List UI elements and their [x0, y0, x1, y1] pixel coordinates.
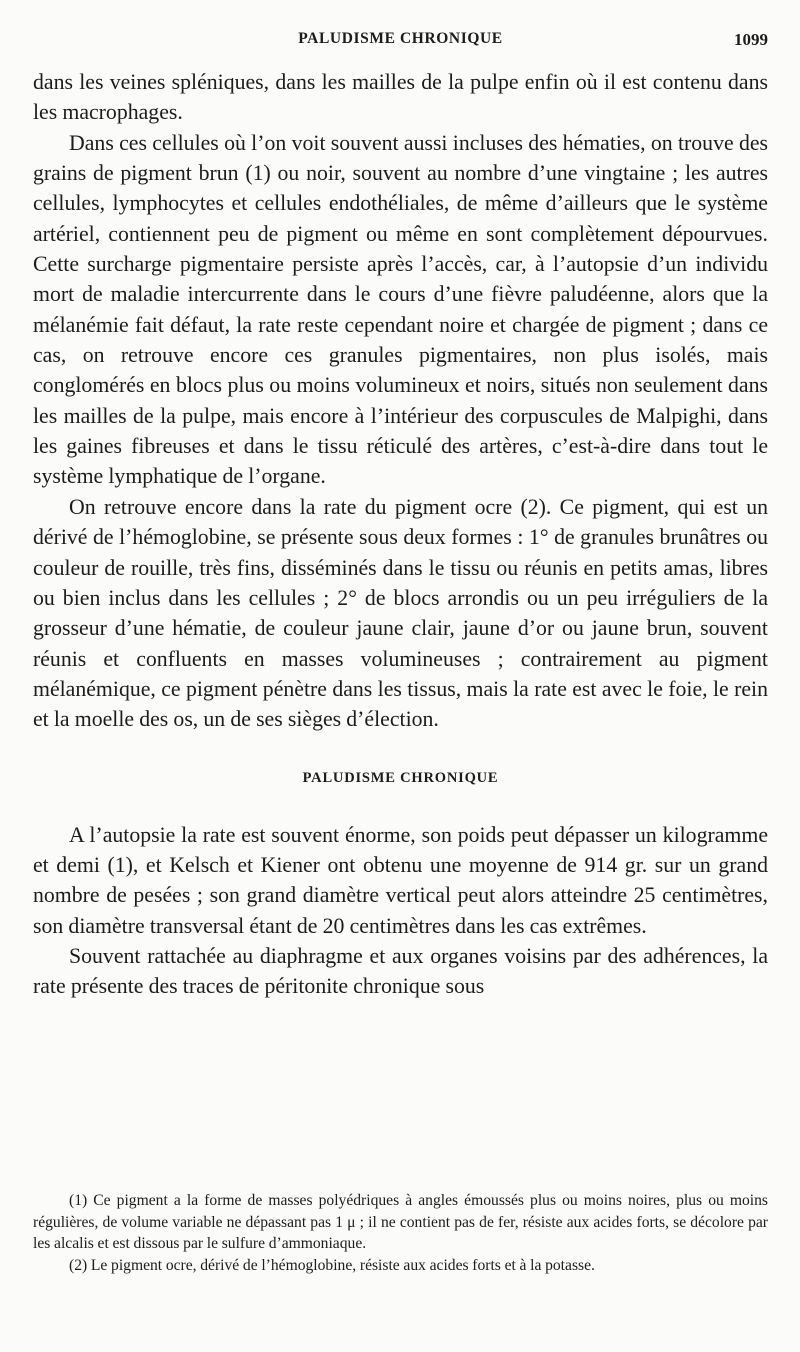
footnotes: [33, 1190, 768, 1276]
paragraph-continuation: dans les veines spléniques, dans les mailles de la pulpe enfin où il est contenu dans les macrophages.: [33, 70, 768, 125]
running-title: PALUDISME CHRONIQUE: [298, 30, 503, 47]
paragraph-ochre-pigment: On retrouve encore dans la rate du pigment ocre (2). Ce pigment, qui est un dérivé de l’hémoglobine, se présente sous deux formes : 1° de granules brunâtres ou couleur de rouille, très fins, disséminés dans le tissu ou réunis en petits amas, libres ou bien inclus dans les cellules ; 2° de blocs arrondis ou un peu irréguliers de la grosseur d’une hématie, de couleur jaune clair, jaune d’or ou jaune brun, souvent réunis et confluents en masses volumineuses ; contrairement au pigment mélanémique, ce pigment pénètre dans les tissus, mais la rate est avec le foie, le rein et la moelle des os, un de ses sièges d’élection.: [33, 494, 768, 732]
section-heading: PALUDISME CHRONIQUE: [302, 769, 499, 786]
footnote-2: (2) Le pigment ocre, dérivé de l’hémoglobine, résiste aux acides forts et à la potasse.: [69, 1256, 595, 1274]
body-text: [33, 67, 768, 1002]
paragraph-autopsy: A l’autopsie la rate est souvent énorme, son poids peut dépasser un kilogramme et demi (1), et Kelsch et Kiener ont obtenu une moyenne de 914 gr. sur un grand nombre de pesées ; son grand diamètre vertical peut alors atteindre 25 centimètres, son diamètre transversal étant de 20 centimètres dans les cas extrêmes.: [33, 822, 768, 938]
paragraph-adhesions: Souvent rattachée au diaphragme et aux organes voisins par des adhérences, la rate présente des traces de péritonite chronique sous: [33, 943, 768, 999]
page-number: 1099: [734, 30, 768, 49]
footnote-1: (1) Ce pigment a la forme de masses polyédriques à angles émoussés plus ou moins noires, plus ou moins régulières, de volume variable ne dépassant pas 1 μ ; il ne contient pas de fer, résiste aux acides forts, se décolore par les alcalis et est dissous par le sulfure d’ammoniaque.: [33, 1192, 768, 1252]
running-head: [33, 30, 768, 56]
paragraph-pigment-cells: Dans ces cellules où l’on voit souvent aussi incluses des hématies, on trouve des grains de pigment brun (1) ou noir, souvent au nombre d’une vingtaine ; les autres cellules, lymphocytes et cellules endothéliales, de même d’ailleurs que le système artériel, contiennent peu de pigment ou même en sont complètement dépourvues. Cette surcharge pigmentaire persiste après l’accès, car, à l’autopsie d’un individu mort de maladie intercurrente dans le cours d’une fièvre paludéenne, alors que la mélanémie fait défaut, la rate reste cependant noire et chargée de pigment ; dans ce cas, on retrouve encore ces granules pigmentaires, non plus isolés, mais conglomérés en blocs plus ou moins volumineux et noirs, situés non seulement dans les mailles de la pulpe, mais encore à l’intérieur des corpuscules de Malpighi, dans les gaines fibreuses et dans le tissu réticulé des artères, c’est-à-dire dans tout le système lymphatique de l’organe.: [33, 130, 768, 489]
